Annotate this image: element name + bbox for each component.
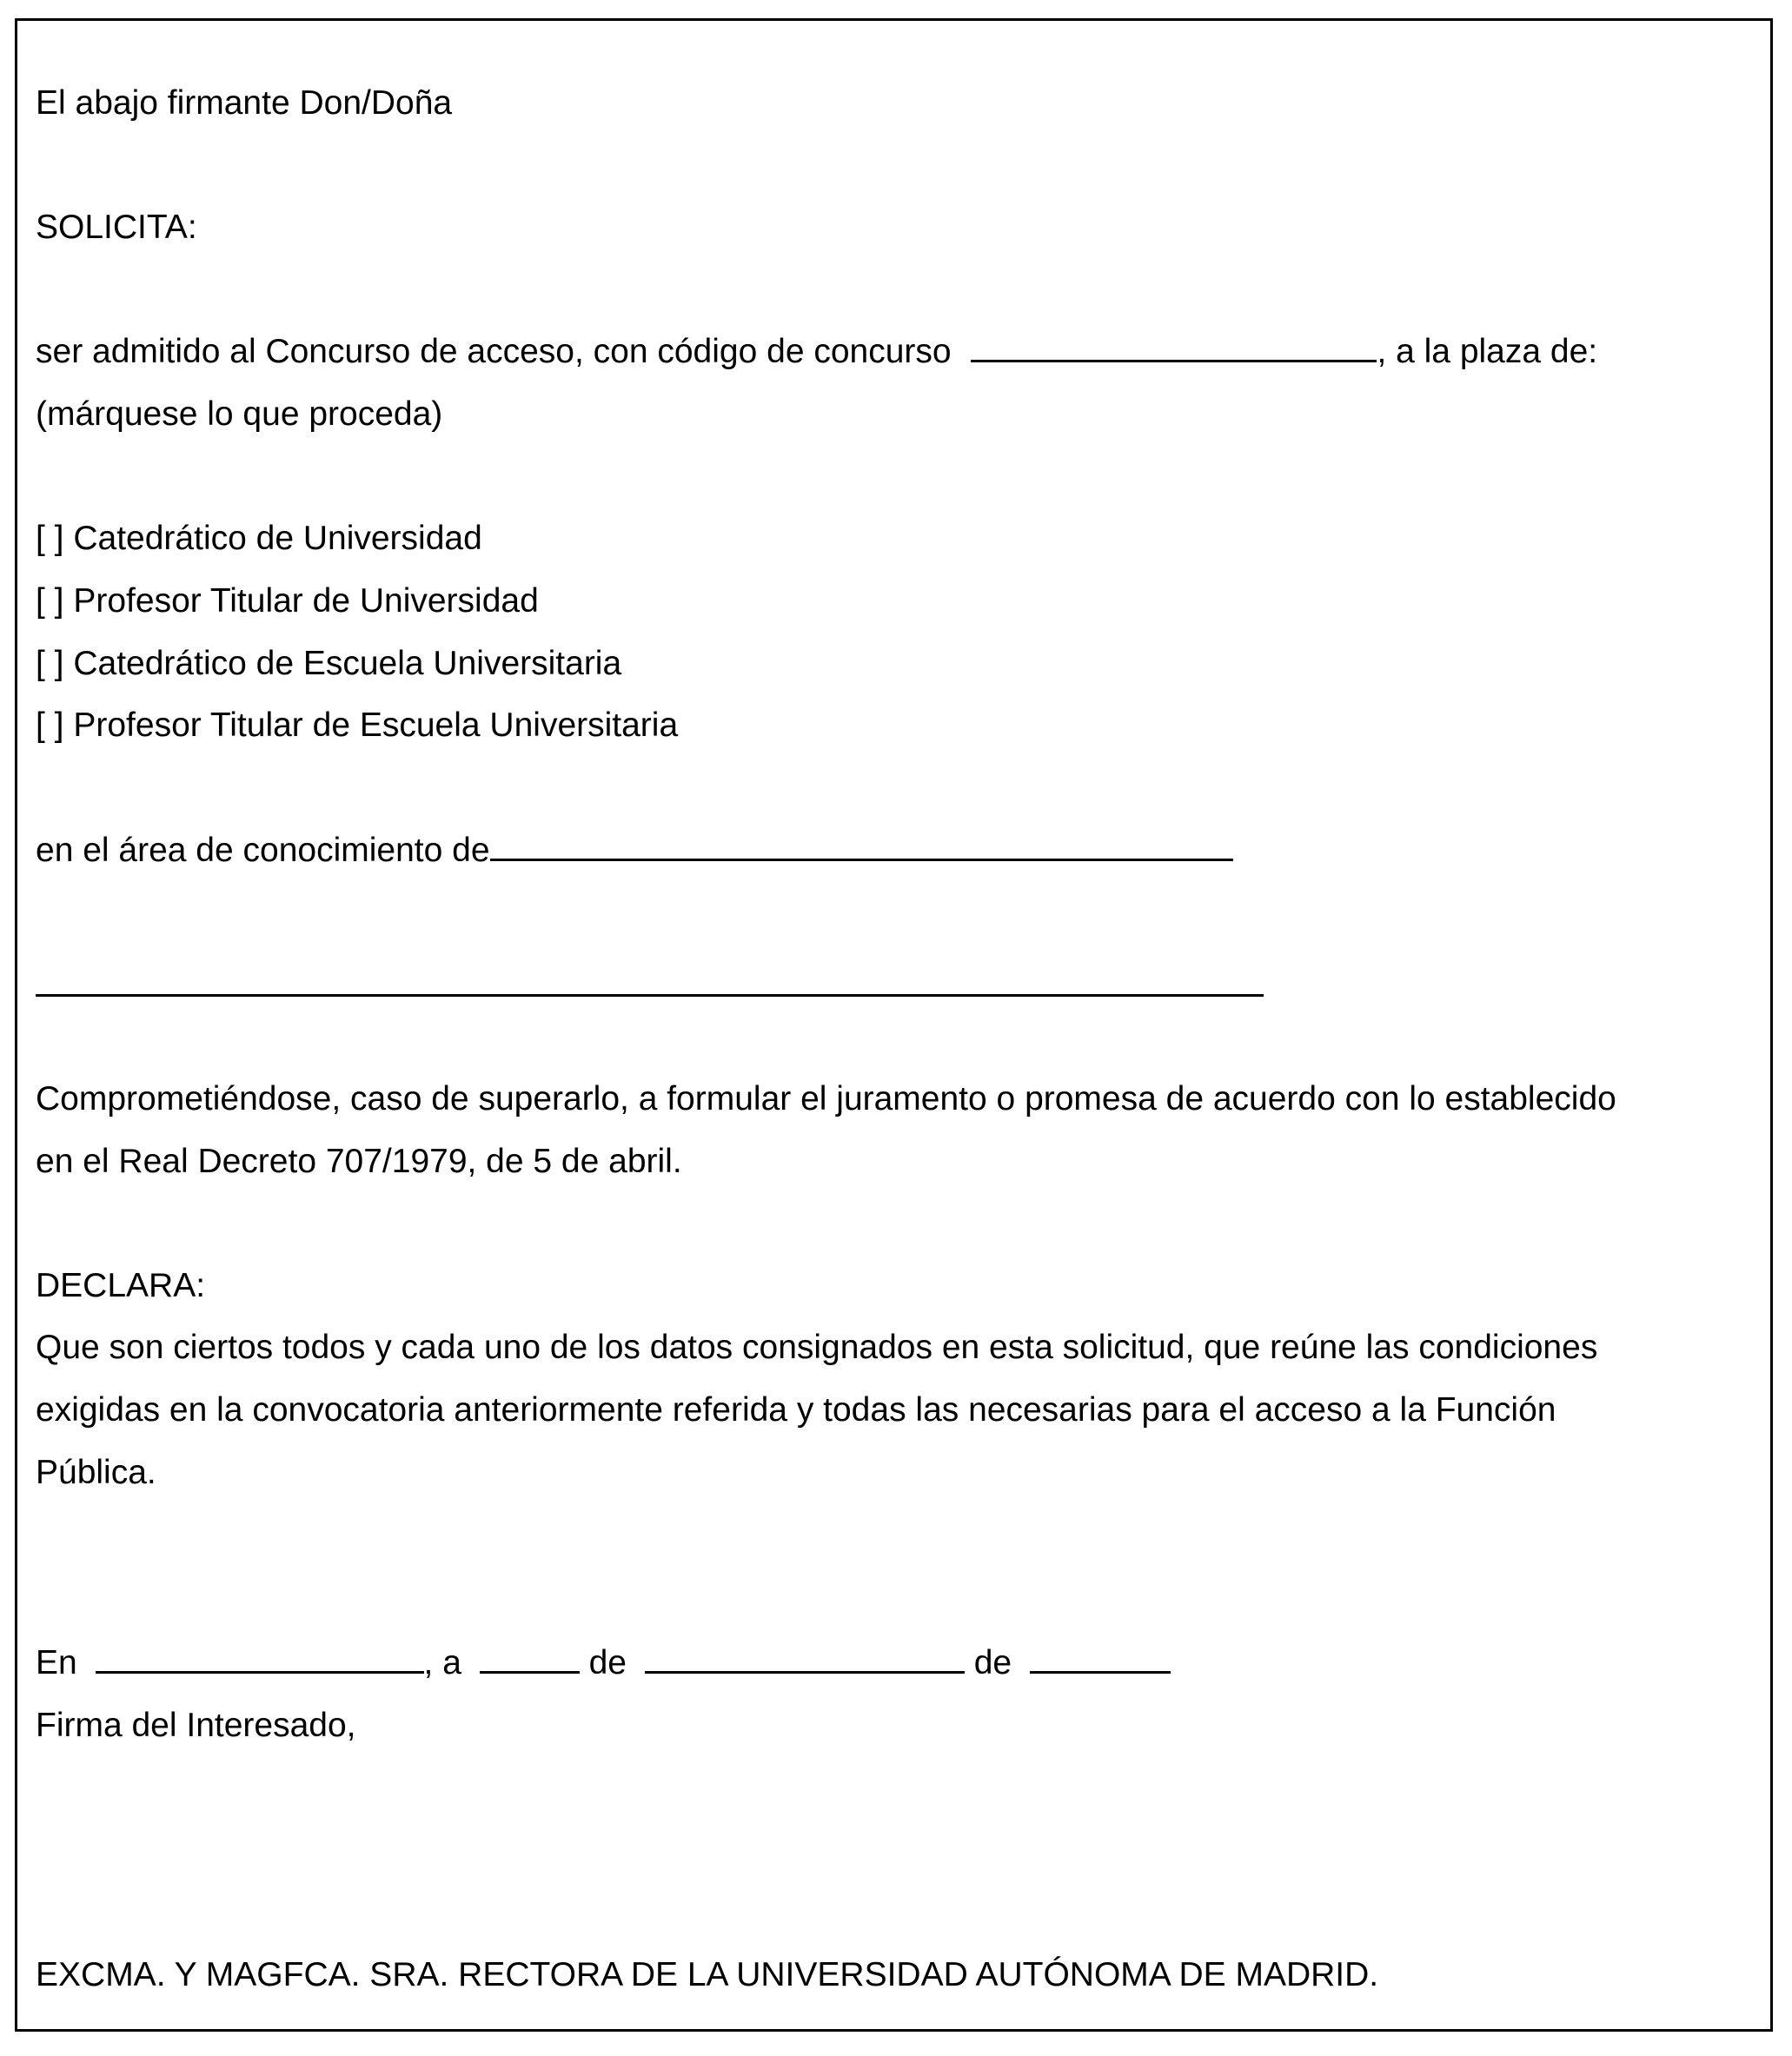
option-catedratico-escuela[interactable] bbox=[36, 643, 621, 685]
signature-label: Firma del Interesado, bbox=[36, 1707, 356, 1744]
option-titular-escuela[interactable] bbox=[36, 705, 678, 746]
area-label: en el área de conocimiento de bbox=[36, 832, 490, 869]
plaza-text: , a la plaza de: bbox=[1377, 333, 1598, 370]
concurso-text: ser admitido al Concurso de acceso, con código de concurso bbox=[36, 333, 952, 370]
area-line bbox=[36, 830, 1233, 872]
option-label: Catedrático de Escuela Universitaria bbox=[73, 645, 622, 682]
area-field[interactable] bbox=[490, 831, 1233, 861]
checkbox-catedratico-universidad[interactable]: [ ] bbox=[36, 520, 64, 557]
place-field[interactable] bbox=[96, 1643, 424, 1674]
concurso-line bbox=[36, 331, 1597, 373]
concurso-code-field[interactable] bbox=[971, 332, 1377, 362]
commitment-line-1: Comprometiéndose, caso de superarlo, a formular el juramento o promesa de acuerdo con lo establecido bbox=[36, 1080, 1616, 1118]
en-label: En bbox=[36, 1644, 77, 1681]
checkbox-titular-universidad[interactable]: [ ] bbox=[36, 582, 64, 620]
instruction-text: (márquese lo que proceda) bbox=[36, 395, 443, 433]
place-date-line bbox=[36, 1642, 1171, 1684]
month-field[interactable] bbox=[645, 1643, 965, 1674]
option-titular-universidad[interactable] bbox=[36, 580, 539, 622]
option-label: Catedrático de Universidad bbox=[73, 520, 482, 557]
commitment-line-2: en el Real Decreto 707/1979, de 5 de abril. bbox=[36, 1143, 682, 1180]
declara-line-3: Pública. bbox=[36, 1454, 156, 1491]
checkbox-catedratico-escuela[interactable]: [ ] bbox=[36, 645, 64, 682]
year-field[interactable] bbox=[1030, 1643, 1171, 1674]
a-label: , a bbox=[423, 1644, 461, 1681]
addressee: EXCMA. Y MAGFCA. SRA. RECTORA DE LA UNIVERSIDAD AUTÓNOMA DE MADRID. bbox=[36, 1956, 1379, 1993]
declara-line-1: Que son ciertos todos y cada uno de los datos consignados en esta solicitud, que reúne las condiciones bbox=[36, 1329, 1598, 1366]
signatory-line bbox=[36, 83, 452, 124]
option-label: Profesor Titular de Escuela Universitaria bbox=[73, 706, 679, 744]
de-label: de bbox=[588, 1644, 627, 1681]
declara-heading: DECLARA: bbox=[36, 1267, 206, 1304]
option-catedratico-universidad[interactable] bbox=[36, 518, 482, 560]
signatory-label: El abajo firmante Don/Doña bbox=[36, 84, 453, 122]
day-field[interactable] bbox=[480, 1643, 580, 1674]
solicita-heading: SOLICITA: bbox=[36, 209, 197, 246]
option-label: Profesor Titular de Universidad bbox=[73, 582, 539, 620]
area-continuation-field[interactable] bbox=[36, 994, 1264, 997]
declara-line-2: exigidas en la convocatoria anteriormente referida y todas las necesarias para el acceso a la Función bbox=[36, 1391, 1556, 1429]
de-label: de bbox=[973, 1644, 1012, 1681]
checkbox-titular-escuela[interactable]: [ ] bbox=[36, 706, 64, 744]
